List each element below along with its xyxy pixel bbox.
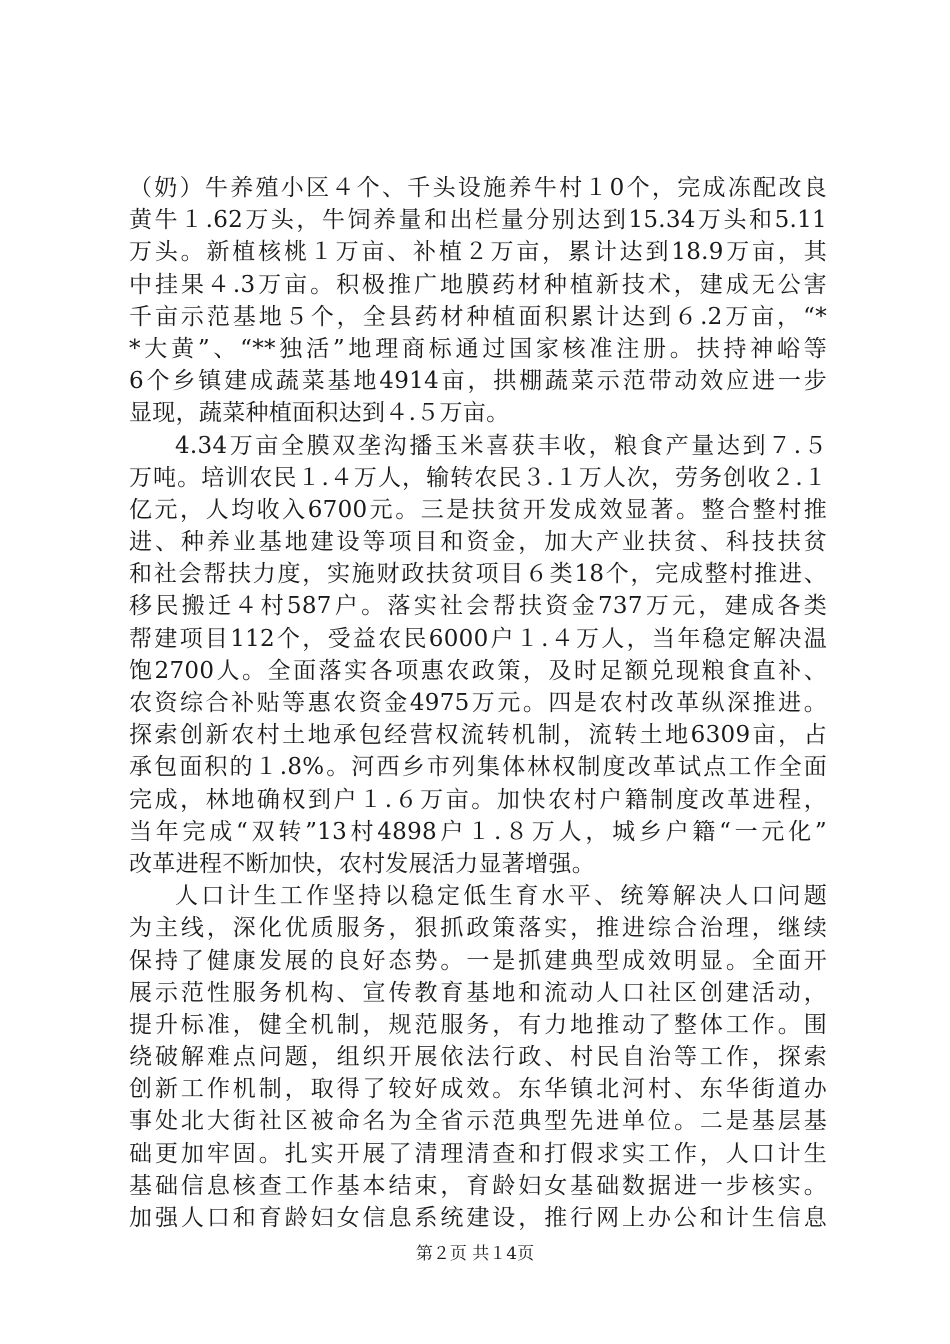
text-line: 完成，林地确权到户１.６万亩。加快农村户籍制度改革进程，	[129, 786, 827, 813]
text-line: 承包面积的１.8%。河西乡市列集体林权制度改革试点工作全面	[129, 754, 827, 781]
text-line: 4.34万亩全膜双垄沟播玉米喜获丰收，粮食产量达到７.５	[175, 432, 827, 459]
text-line: （奶）牛养殖小区４个、千头设施养牛村１0个，完成冻配改良	[129, 175, 827, 201]
text-line: 显现，蔬菜种植面积达到４.５万亩。	[129, 400, 510, 427]
text-line: 亿元，人均收入6700元。三是扶贫开发成效显著。整合整村推	[129, 496, 827, 523]
text-line: 基础信息核查工作基本结束，育龄妇女基础数据进一步核实。	[129, 1172, 827, 1199]
text-line: *大黄”、“**独活”地理商标通过国家核准注册。扶持神峪等	[129, 335, 827, 362]
text-line: 加强人口和育龄妇女信息系统建设，推行网上办公和计生信息	[129, 1205, 827, 1231]
text-line: 展示范性服务机构、宣传教育基地和流动人口社区创建活动，	[129, 979, 827, 1006]
text-line: 移民搬迁４村587户。落实社会帮扶资金737万元，建成各类	[129, 593, 827, 620]
document-body	[129, 172, 827, 1234]
text-line: 千亩示范基地５个，全县药材种植面积累计达到６.2万亩，“*	[129, 303, 827, 330]
text-line: 和社会帮扶力度，实施财政扶贫项目６类18个，完成整村推进、	[129, 561, 827, 588]
text-line: 绕破解难点问题，组织开展依法行政、村民自治等工作，探索	[129, 1044, 827, 1071]
text-line: 创新工作机制，取得了较好成效。东华镇北河村、东华街道办	[129, 1076, 827, 1103]
text-line: 万头。新植核桃１万亩、补植２万亩，累计达到18.9万亩，其	[129, 239, 827, 266]
text-line: 为主线，深化优质服务，狠抓政策落实，推进综合治理，继续	[129, 915, 827, 942]
text-line: 础更加牢固。扎实开展了清理清查和打假求实工作，人口计生	[129, 1140, 827, 1167]
text-line: 当年完成“双转”13村4898户１.８万人，城乡户籍“一元化”	[129, 818, 827, 845]
text-line: 事处北大街社区被命名为全省示范典型先进单位。二是基层基	[129, 1108, 827, 1135]
text-line: 农资综合补贴等惠农资金4975万元。四是农村改革纵深推进。	[129, 690, 827, 716]
text-line: 6个乡镇建成蔬菜基地4914亩，拱棚蔬菜示范带动效应进一步	[129, 368, 827, 395]
text-line: 改革进程不断加快，农村发展活力显著增强。	[129, 850, 595, 877]
text-line: 饱2700人。全面落实各项惠农政策，及时足额兑现粮食直补、	[129, 657, 827, 684]
text-line: 人口计生工作坚持以稳定低生育水平、统筹解决人口问题	[175, 883, 827, 910]
text-line: 中挂果４.3万亩。积极推广地膜药材种植新技术，建成无公害	[129, 271, 827, 298]
text-line: 提升标准，健全机制，规范服务，有力地推动了整体工作。围	[129, 1011, 827, 1038]
page-footer: 第２页 共１4页	[415, 1244, 535, 1264]
text-line: 探索创新农村土地承包经营权流转机制，流转土地6309亩，占	[129, 722, 827, 749]
text-line: 保持了健康发展的良好态势。一是抓建典型成效明显。全面开	[129, 947, 827, 974]
text-line: 进、种养业基地建设等项目和资金，加大产业扶贫、科技扶贫	[129, 529, 827, 556]
text-line: 帮建项目112个，受益农民6000户１.４万人，当年稳定解决温	[129, 625, 827, 652]
text-line: 黄牛１.62万头，牛饲养量和出栏量分别达到15.34万头和5.11	[129, 207, 827, 234]
text-line: 万吨。培训农民１.４万人，输转农民３.１万人次，劳务创收２.１	[129, 464, 827, 491]
